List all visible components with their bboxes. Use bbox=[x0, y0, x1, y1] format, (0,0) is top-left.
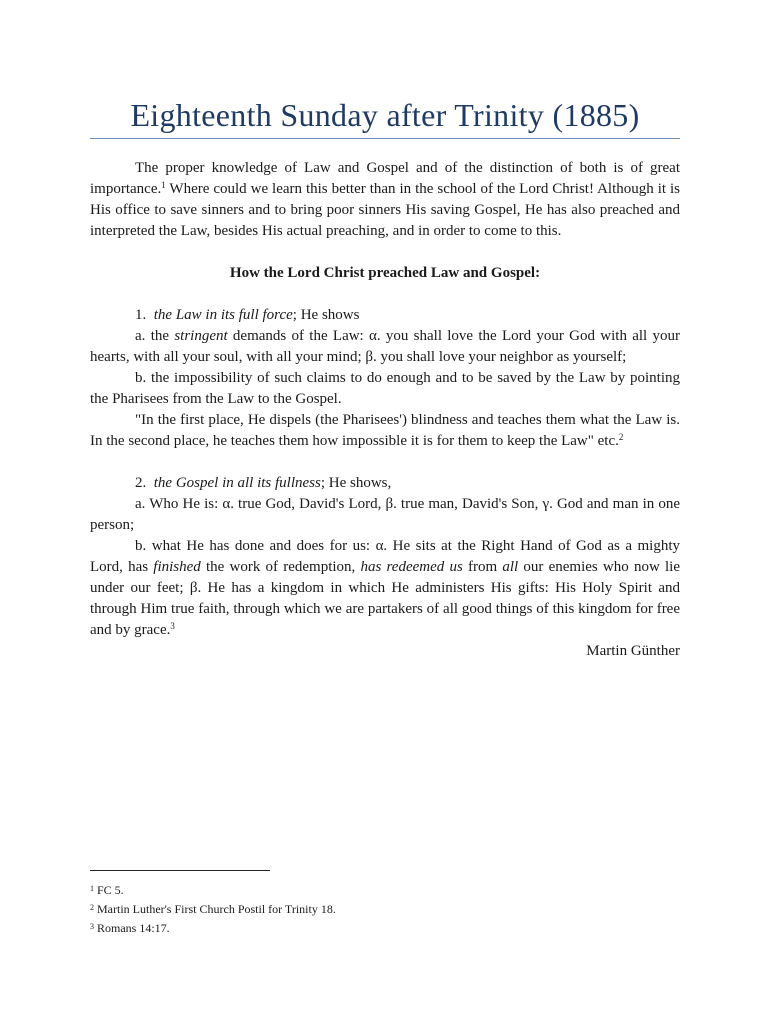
part1-number: 1. bbox=[135, 307, 147, 323]
part2-b-text-2: the work of redemption, bbox=[200, 559, 361, 575]
part1-item-b bbox=[90, 368, 680, 410]
part2-b-text-4: our enemies who now lie under our feet; β. He has a kingdom in which He administers His gifts: His Holy Spirit and through Him true faith, through which we are partakers of all good things of this kingdom for free and by grace. bbox=[90, 559, 680, 638]
part2-number: 2. bbox=[135, 475, 147, 491]
part2-b-text-1: what He has done and does for us: α. He sits at the Right Hand of God as a mighty Lord, has bbox=[90, 538, 680, 575]
document-body bbox=[90, 158, 680, 662]
footnote-number: 1 bbox=[90, 884, 94, 893]
part2-a-text: Who He is: α. true God, David's Lord, β. true man, David's Son, γ. God and man in one person; bbox=[90, 496, 680, 533]
part1-b-text: the impossibility of such claims to do enough and to be saved by the Law by pointing the Pharisees from the Law to the Gospel. bbox=[90, 370, 680, 407]
part1-a-emphasis: stringent bbox=[174, 328, 228, 344]
section-heading: How the Lord Christ preached Law and Gospel: bbox=[229, 265, 541, 281]
part2-item-a bbox=[90, 494, 680, 536]
author-signature: Martin Günther bbox=[586, 643, 680, 659]
part1-item-a bbox=[90, 326, 680, 368]
footnote-text: Martin Luther's First Church Postil for Trinity 18. bbox=[97, 902, 336, 916]
part2-a-label: a. bbox=[135, 496, 146, 512]
part2-b-emphasis-2: has redeemed us bbox=[360, 559, 463, 575]
footnote-divider bbox=[90, 870, 270, 871]
part1-title: the Law in its full force bbox=[153, 307, 293, 323]
footnote-item bbox=[90, 880, 680, 899]
footnote-text: FC 5. bbox=[97, 883, 124, 897]
part2-b-emphasis-1: finished bbox=[153, 559, 201, 575]
footnote-ref-1[interactable]: 1 bbox=[161, 180, 166, 190]
part2-title: the Gospel in all its fullness bbox=[153, 475, 321, 491]
intro-text-continued: Where could we learn this better than in the school of the Lord Christ! Although it is His office to save sinners and to bring poor sinners His saving Gospel, He has also preached and interpreted the Law, besides His actual preaching, and in order to come to this. bbox=[90, 181, 680, 239]
footnote-number: 3 bbox=[90, 922, 94, 931]
part1-b-label: b. bbox=[135, 370, 147, 386]
part2-tail: ; He shows, bbox=[320, 475, 392, 491]
page-title: Eighteenth Sunday after Trinity (1885) bbox=[130, 97, 640, 133]
part1-a-pre: the bbox=[145, 328, 175, 344]
part2-b-emphasis-3: all bbox=[502, 559, 519, 575]
part1-a-text: demands of the Law: α. you shall love the Lord your God with all your hearts, with all your soul, with all your mind; β. you shall love your neighbor as yourself; bbox=[90, 328, 680, 365]
part2-heading bbox=[90, 473, 680, 494]
intro-paragraph bbox=[90, 158, 680, 242]
part1-heading bbox=[90, 305, 680, 326]
part1-a-label: a. bbox=[135, 328, 146, 344]
footnote-item bbox=[90, 899, 680, 918]
part2-item-b bbox=[90, 536, 680, 641]
footnote-text: Romans 14:17. bbox=[97, 921, 170, 935]
footnote-number: 2 bbox=[90, 903, 94, 912]
intro-text: The proper knowledge of Law and Gospel and of the distinction of both is of great importance. bbox=[90, 160, 680, 197]
part2-b-text-3: from bbox=[462, 559, 503, 575]
footnote-ref-3[interactable]: 3 bbox=[170, 621, 175, 631]
footnotes bbox=[90, 880, 680, 937]
part1-tail: ; He shows bbox=[292, 307, 360, 323]
part1-quote bbox=[90, 410, 680, 452]
footnote-item bbox=[90, 918, 680, 937]
footnote-ref-2[interactable]: 2 bbox=[618, 432, 624, 442]
part1-quote-text: "In the first place, He dispels (the Pharisees') blindness and teaches them what the Law is. In the second place, he teaches them how impossible it is for them to keep the Law" etc. bbox=[90, 412, 680, 449]
title-divider bbox=[90, 138, 680, 139]
part2-b-label: b. bbox=[135, 538, 147, 554]
